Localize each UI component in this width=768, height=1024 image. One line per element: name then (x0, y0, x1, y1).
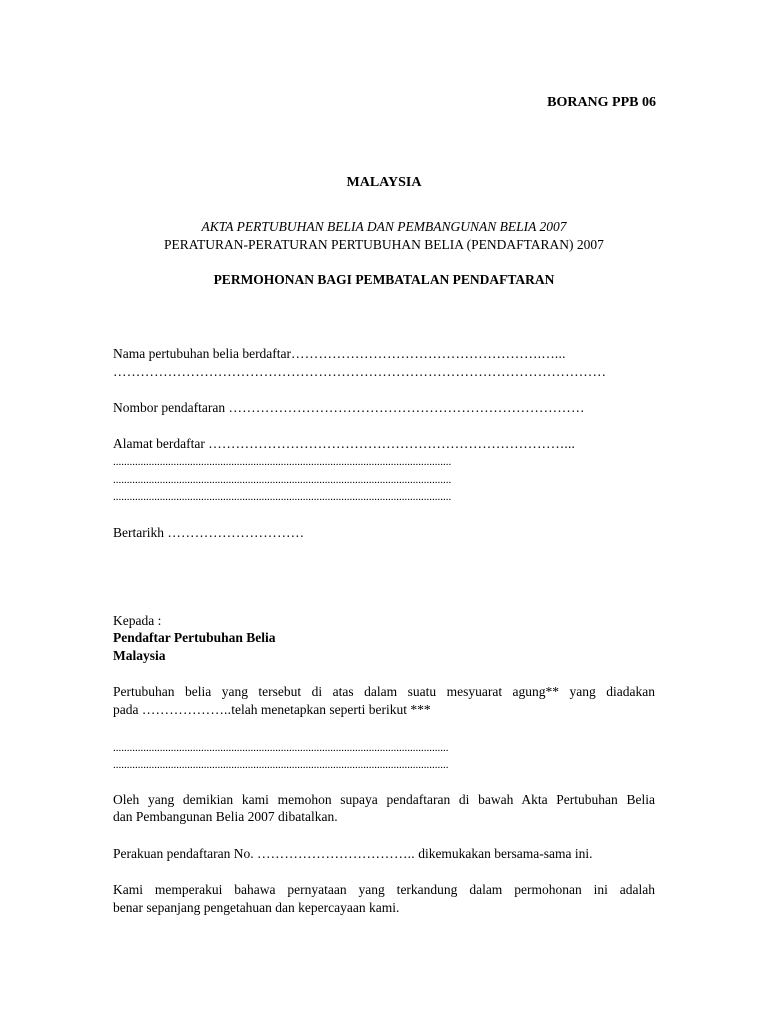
regulation-title: PERATURAN-PERATURAN PERTUBUHAN BELIA (PENDAFTARAN) 2007 (164, 237, 604, 252)
para3 (113, 845, 593, 863)
reg-no-dots: …………………………………………………………………… (228, 400, 585, 415)
act-title: AKTA PERTUBUHAN BELIA DAN PEMBANGUNAN BELIA 2007 (201, 219, 567, 234)
para1-line1: Pertubuhan belia yang tersebut di atas dalam suatu mesyuarat agung** yang diadakan (113, 684, 655, 699)
org-name-dots: ……………………………………………….…... (291, 346, 566, 361)
para3-dots: …………………………….. (256, 846, 415, 861)
address-label: Alamat berdaftar (113, 436, 205, 451)
reg-no-label: Nombor pendaftaran (113, 400, 226, 415)
address-line-4: ........................................................................................................................... (113, 491, 452, 503)
para1-prefix: pada (113, 702, 139, 717)
para3-prefix: Perakuan pendaftaran No. (113, 846, 254, 861)
para4-line2: benar sepanjang pengetahuan dan kepercayaan kami. (113, 900, 400, 915)
org-name-label: Nama pertubuhan belia berdaftar (113, 346, 292, 361)
org-name-line-2: ……………………………………………………………………………………………… (113, 364, 607, 379)
para4-line1: Kami memperakui bahawa pernyataan yang terkandung dalam permohonan ini adalah (113, 882, 655, 897)
address-line-3: ........................................................................................................................... (113, 474, 452, 486)
para1-suffix: telah menetapkan seperti berikut *** (231, 702, 431, 717)
para3-suffix: dikemukakan bersama-sama ini. (418, 846, 593, 861)
address-dots: ……………………………………………………………………... (208, 436, 576, 451)
reg-no-field (113, 399, 585, 417)
para1-dots: ……………….. (141, 702, 232, 717)
date-label: Bertarikh (113, 525, 164, 540)
recipient-name: Pendaftar Pertubuhan Belia (113, 630, 276, 645)
org-name-field (113, 345, 566, 363)
para2-line2: dan Pembangunan Belia 2007 dibatalkan. (113, 809, 338, 824)
resolution-line-1: .......................................................................................................................... (113, 742, 449, 754)
to-label: Kepada : (113, 613, 162, 628)
date-field (113, 524, 304, 542)
date-dots: ………………………… (167, 525, 305, 540)
country-title: MALAYSIA (346, 175, 422, 190)
address-field (113, 435, 575, 453)
para1-line2 (113, 701, 431, 719)
resolution-line-2: .......................................................................................................................... (113, 759, 449, 771)
subject-title: PERMOHONAN BAGI PEMBATALAN PENDAFTARAN (213, 272, 555, 287)
form-code: BORANG PPB 06 (547, 95, 656, 110)
para2-line1: Oleh yang demikian kami memohon supaya pendaftaran di bawah Akta Pertubuhan Belia (113, 792, 655, 807)
recipient-country: Malaysia (113, 648, 166, 663)
address-line-2: ........................................................................................................................... (113, 456, 452, 468)
